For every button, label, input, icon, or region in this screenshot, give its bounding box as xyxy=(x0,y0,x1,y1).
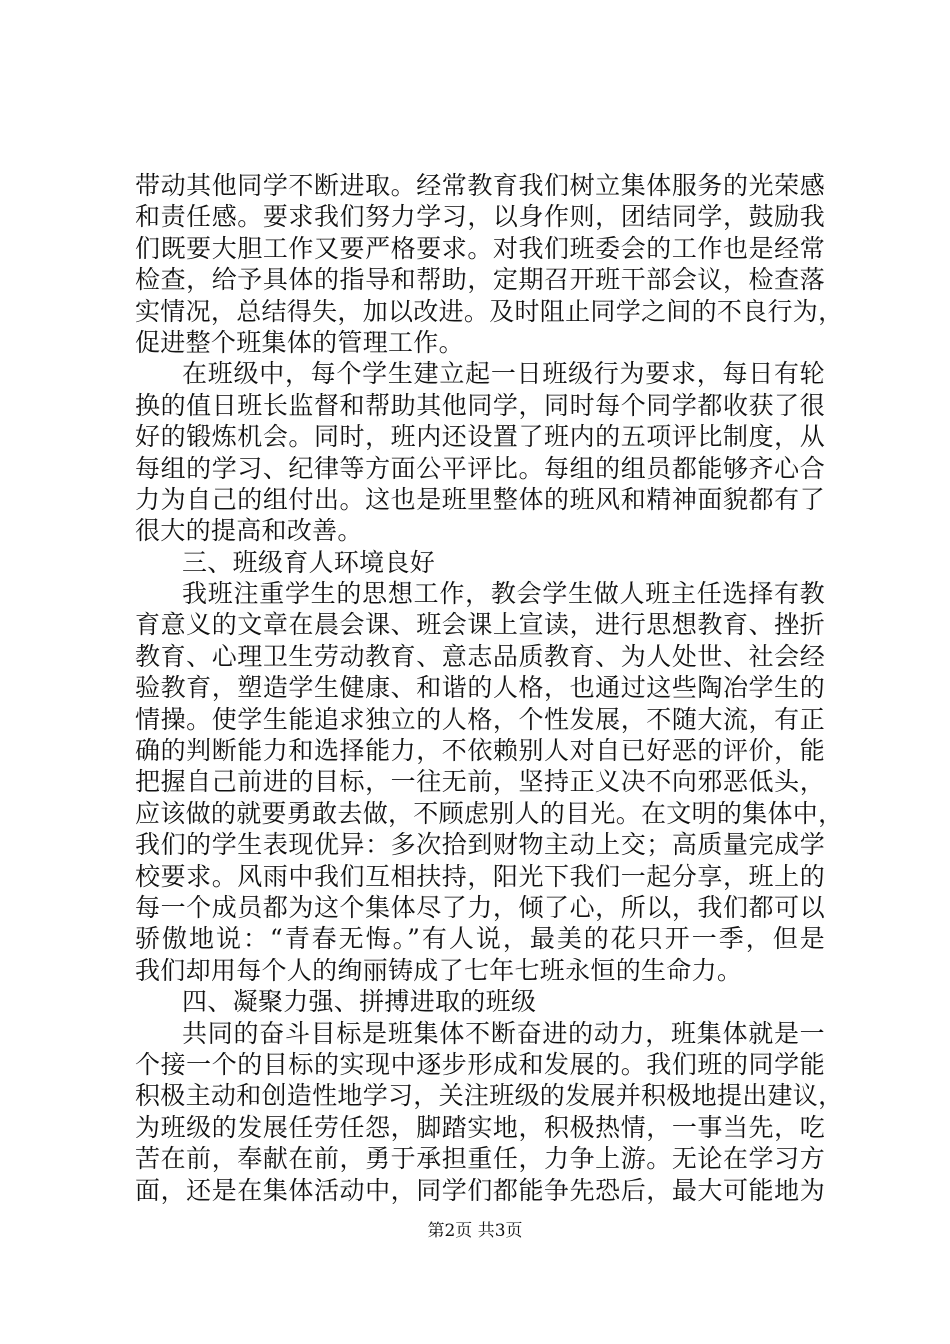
text-line: 很大的提高和改善。 xyxy=(135,516,363,546)
text-line: 力为自己的组付出。这也是班里整体的班风和精神面貌都有了 xyxy=(135,484,825,514)
text-line: 确的判断能力和选择能力，不依赖别人对自已好恶的评价，能 xyxy=(135,736,825,766)
text-line: 为班级的发展任劳任怨，脚踏实地，积极热情，一事当先，吃 xyxy=(135,1112,825,1142)
text-line: 带动其他同学不断进取。经常教育我们树立集体服务的光荣感 xyxy=(135,171,825,200)
text-line: 好的锻炼机会。同时，班内还设置了班内的五项评比制度，从 xyxy=(135,422,825,452)
text-line: 应该做的就要勇敢去做，不顾虑别人的目光。在文明的集体中， xyxy=(135,798,844,828)
text-line: 每组的学习、纪律等方面公平评比。每组的组员都能够齐心合 xyxy=(135,453,825,483)
document-body xyxy=(135,170,844,1206)
text-line: 情操。使学生能追求独立的人格，个性发展，不随大流，有正 xyxy=(135,704,825,734)
text-line: 我们却用每个人的绚丽铸成了七年七班永恒的生命力。 xyxy=(135,955,743,985)
text-line: 在班级中，每个学生建立起一日班级行为要求，每日有轮 xyxy=(182,359,825,389)
text-line: 个接一个的目标的实现中逐步形成和发展的。我们班的同学能 xyxy=(135,1049,825,1079)
text-line: 三、班级育人环境良好 xyxy=(182,547,436,577)
text-line: 每一个成员都为这个集体尽了力，倾了心，所以，我们都可以 xyxy=(135,892,825,922)
text-line: 验教育，塑造学生健康、和谐的人格，也通过这些陶冶学生的 xyxy=(135,673,825,703)
text-line: 苦在前，奉献在前，勇于承担重任，力争上游。无论在学习方 xyxy=(135,1144,825,1174)
text-line: 促进整个班集体的管理工作。 xyxy=(135,327,464,357)
page-footer: 第2页 共3页 xyxy=(427,1221,523,1241)
text-line: 教育、心理卫生劳动教育、意志品质教育、为人处世、社会经 xyxy=(135,641,825,671)
text-line: 们既要大胆工作又要严格要求。对我们班委会的工作也是经常 xyxy=(135,233,825,263)
text-line: 共同的奋斗目标是班集体不断奋进的动力，班集体就是一 xyxy=(182,1018,825,1048)
text-line: 实情况，总结得失，加以改进。及时阻止同学之间的不良行为， xyxy=(135,296,844,326)
text-line: 换的值日班长监督和帮助其他同学，同时每个同学都收获了很 xyxy=(135,390,825,420)
text-line: 积极主动和创造性地学习，关注班级的发展并积极地提出建议， xyxy=(135,1081,844,1111)
text-line: 面，还是在集体活动中，同学们都能争先恐后，最大可能地为 xyxy=(135,1175,825,1205)
text-line: 育意义的文章在晨会课、班会课上宣读，进行思想教育、挫折 xyxy=(135,610,825,640)
text-line: 校要求。风雨中我们互相扶持，阳光下我们一起分享，班上的 xyxy=(135,861,825,891)
text-line: 我们的学生表现优异：多次拾到财物主动上交；高质量完成学 xyxy=(135,830,825,860)
text-line: 和责任感。要求我们努力学习，以身作则，团结同学，鼓励我 xyxy=(135,202,825,232)
text-line: 骄傲地说：“青春无悔。”有人说，最美的花只开一季，但是 xyxy=(135,924,825,954)
text-line: 把握自己前进的目标，一往无前，坚持正义决不向邪恶低头， xyxy=(135,767,825,797)
text-line: 检查，给予具体的指导和帮助，定期召开班干部会议，检查落 xyxy=(135,265,825,295)
text-line: 我班注重学生的思想工作，教会学生做人班主任选择有教 xyxy=(182,579,825,609)
text-line: 四、凝聚力强、拼搏进取的班级 xyxy=(182,987,537,1017)
